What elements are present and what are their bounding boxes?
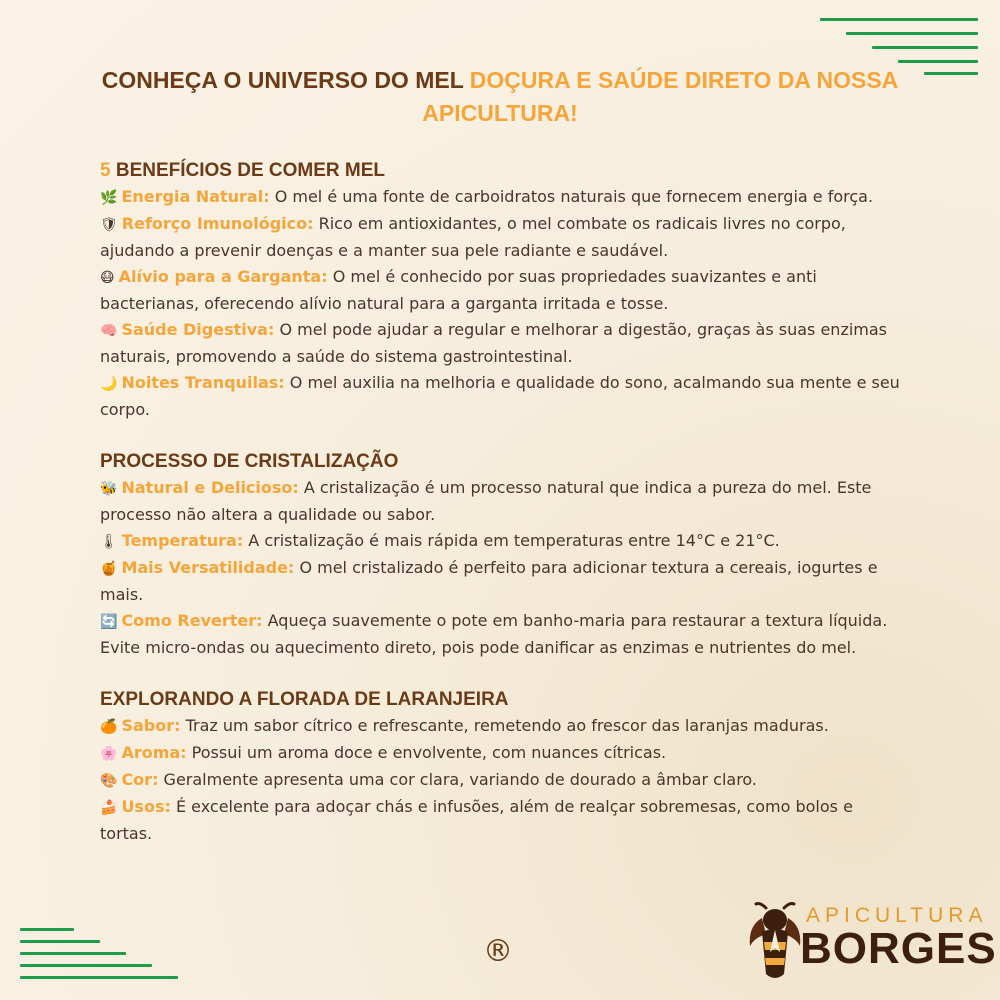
- face-mask-icon: 😷: [100, 270, 115, 286]
- item-label: Alívio para a Garganta:: [118, 267, 328, 286]
- item-text: O mel é uma fonte de carboidratos naturais que fornecem energia e força.: [269, 187, 874, 206]
- item-text: É excelente para adoçar chás e infusões, além de realçar sobremesas, como bolos e tortas.: [100, 797, 853, 843]
- reverse-arrows-icon: 🔄: [100, 614, 118, 630]
- section-spacer: [100, 423, 910, 449]
- item-label: Como Reverter:: [121, 611, 263, 630]
- item-label: Natural e Delicioso:: [121, 478, 299, 497]
- item-label: Sabor:: [121, 716, 181, 735]
- brand-logo: [744, 898, 997, 982]
- section-spacer: [100, 661, 910, 687]
- list-item: [100, 528, 910, 555]
- item-label: Usos:: [121, 797, 171, 816]
- page-title: [60, 64, 940, 130]
- list-item: [100, 794, 910, 847]
- list-item: [100, 608, 910, 661]
- list-item: [100, 475, 910, 528]
- item-label: Mais Versatilidade:: [121, 558, 295, 577]
- item-text: O mel é conhecido por suas propriedades suavizantes e anti bacterianas, oferecendo alívio natural para a garganta irritada e tosse.: [100, 267, 817, 313]
- title-part-1: CONHEÇA O UNIVERSO DO MEL: [101, 67, 470, 93]
- crystallization-heading-text: PROCESSO DE CRISTALIZAÇÃO: [100, 451, 399, 472]
- item-label: Cor:: [121, 770, 159, 789]
- section-heading-crystallization: [100, 449, 910, 475]
- list-item: [100, 317, 910, 370]
- section-heading-benefits: [100, 158, 910, 184]
- shield-icon: 🛡: [100, 217, 118, 233]
- item-text: Traz um sabor cítrico e refrescante, remetendo ao frescor das laranjas maduras.: [180, 716, 829, 735]
- decorative-lines-bottom-left: [20, 928, 180, 984]
- item-text: O mel pode ajudar a regular e melhorar a digestão, graças às suas enzimas naturais, promovendo a saúde do sistema gastrointestinal.: [100, 320, 888, 366]
- list-item: [100, 370, 910, 423]
- list-item: [100, 740, 910, 767]
- logo-word-apicultura: APICULTURA: [806, 904, 988, 927]
- registered-mark: ®: [483, 934, 513, 969]
- thermometer-icon: 🌡: [100, 534, 118, 550]
- section-heading-orange-blossom: [100, 687, 910, 713]
- item-label: Reforço Imunológico:: [121, 214, 314, 233]
- item-text: A cristalização é um processo natural que indica a pureza do mel. Este processo não altera a qualidade ou sabor.: [100, 478, 872, 524]
- herb-icon: 🌿: [100, 190, 118, 206]
- benefits-count: 5: [100, 160, 111, 181]
- palette-icon: 🎨: [100, 773, 118, 789]
- title-part-2: DOÇURA E SAÚDE DIRETO DA NOSSA APICULTURA!: [422, 67, 899, 126]
- item-label: Noites Tranquilas:: [121, 373, 285, 392]
- item-text: A cristalização é mais rápida em temperaturas entre 14°C e 21°C.: [243, 531, 780, 550]
- list-item: [100, 211, 910, 264]
- list-item: [100, 767, 910, 794]
- list-item: [100, 264, 910, 317]
- item-text: O mel cristalizado é perfeito para adicionar textura a cereais, iogurtes e mais.: [100, 558, 878, 604]
- honey-pot-icon: 🍯: [100, 561, 118, 577]
- list-item: [100, 184, 910, 211]
- cake-icon: 🍰: [100, 800, 118, 816]
- list-item: [100, 713, 910, 740]
- item-label: Energia Natural:: [121, 187, 270, 206]
- logo-word-borges: BORGES: [800, 924, 997, 973]
- benefits-heading-text: BENEFÍCIOS DE COMER MEL: [110, 160, 386, 181]
- brain-icon: 🧠: [100, 323, 118, 339]
- bee-icon: 🐝: [100, 481, 118, 497]
- item-text: O mel auxilia na melhoria e qualidade do sono, acalmando sua mente e seu corpo.: [100, 373, 900, 419]
- blossom-icon: 🌸: [100, 746, 118, 762]
- orange-blossom-heading-text: EXPLORANDO A FLORADA DE LARANJEIRA: [100, 689, 509, 710]
- list-item: [100, 555, 910, 608]
- content: [100, 158, 910, 847]
- bee-logo-icon: [744, 900, 806, 982]
- moon-icon: 🌙: [100, 376, 118, 392]
- item-label: Aroma:: [121, 743, 187, 762]
- item-label: Saúde Digestiva:: [121, 320, 275, 339]
- item-text: Possui um aroma doce e envolvente, com nuances cítricas.: [186, 743, 667, 762]
- item-text: Geralmente apresenta uma cor clara, variando de dourado a âmbar claro.: [158, 770, 758, 789]
- orange-icon: 🍊: [100, 719, 118, 735]
- item-text: Aqueça suavemente o pote em banho-maria para restaurar a textura líquida. Evite micro-ondas ou aquecimento direto, pois pode danificar as enzimas e nutrientes do mel.: [100, 611, 888, 657]
- item-text: Rico em antioxidantes, o mel combate os radicais livres no corpo, ajudando a prevenir doenças e a manter sua pele radiante e saudável.: [100, 214, 846, 260]
- item-label: Temperatura:: [121, 531, 244, 550]
